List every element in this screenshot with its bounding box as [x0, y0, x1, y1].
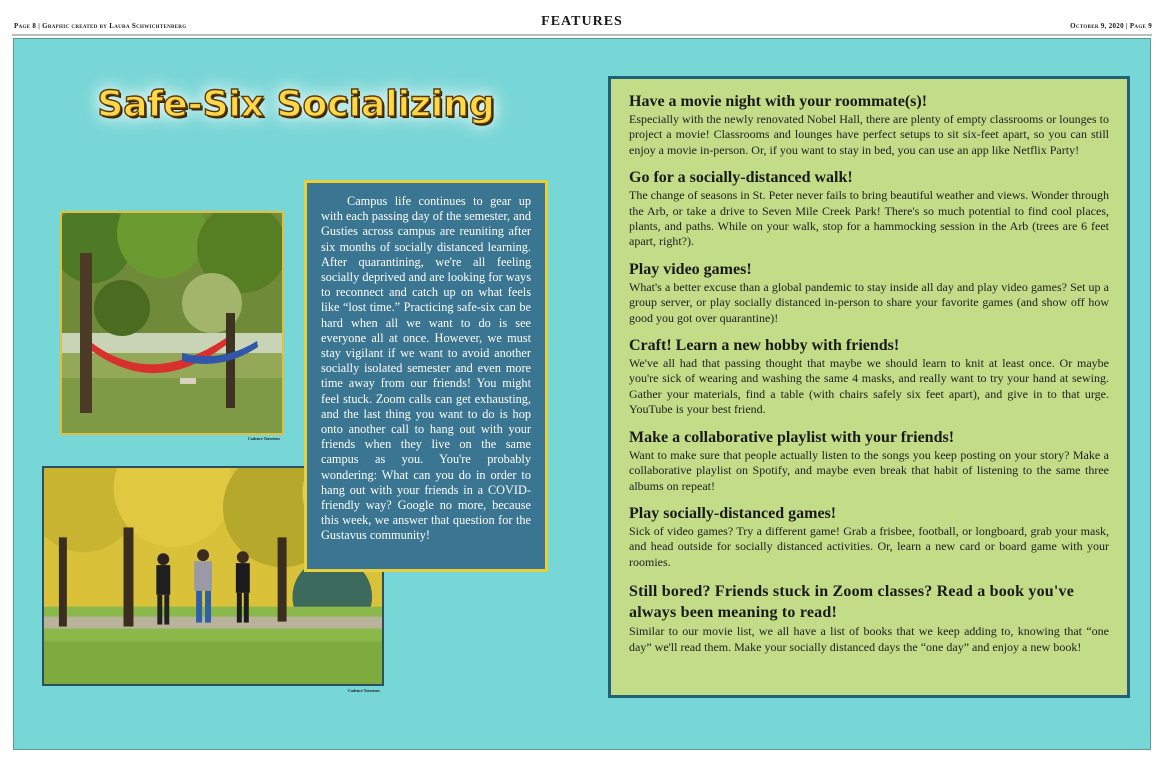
tip-body: Similar to our movie list, we all have a list of books that we keep adding to, knowing that “one day” we'll read them. Make your socially distanced days the “one day” and enjoy a new book! — [629, 624, 1109, 654]
tip-item — [629, 337, 1109, 418]
tip-heading: Have a movie night with your roommate(s)! — [629, 93, 928, 110]
tip-body: We've all had that passing thought that maybe we should learn to knit at least once. Or maybe you're sick of wearing and washing the same 4 masks, and really want to try your hand at sewing. Gather your materials, find a table (with chairs safely six feet apart), and give in to that urge. YouTube is your best friend. — [629, 356, 1109, 417]
tip-body: Especially with the newly renovated Nobel Hall, there are plenty of empty classrooms or lounges to project a movie! Classrooms and lounges have perfect setups to sit six-feet apart, so you can still enjoy a movie in-person. Or, if you want to stay in bed, you can use an app like Netflix Party! — [629, 112, 1109, 157]
page-header-left: Page 8 | Graphic created by Laura Schwichtenberg — [14, 22, 187, 30]
tip-item — [629, 429, 1109, 494]
tip-heading: Play video games! — [629, 260, 752, 278]
photo-credit: Cadence Torsetnes — [248, 436, 280, 441]
intro-text: Campus life continues to gear up with each passing day of the semester, and Gusties across campus are reuniting after six months of socially distanced learning. After quarantining, we're all feeling socially deprived and are looking for ways to reconnect and catch up on what feels like “lost time.” Practicing safe-six can be hard when all we want to do is see everyone all at once. However, we must stay vigilant if we want to avoid another socially isolated semester and even more time away from our friends! You might feel stuck. Zoom calls can get exhausting, and the last thing you want to do is hop onto another call to hang out with your friends when they live on the same campus as you. You're probably wondering: What can you do in order to hang out with your friends in a COVID-friendly way? Google no more, because this week, we answer that question for the Gustavus community! — [321, 194, 531, 543]
tip-body: The change of seasons in St. Peter never fails to bring beautiful weather and views. Wonder through the Arb, or take a drive to Seven Mile Creek Park! There's so much potential to find cool places, plants, and paths. While on your walk, stop for a hammocking session in the Arb (trees are 6 feet apart, right?). — [629, 188, 1110, 249]
tip-heading: Go for a socially-distanced walk! — [629, 169, 853, 187]
tip-heading: Craft! Learn a new hobby with friends! — [629, 337, 900, 355]
tip-item — [629, 581, 1109, 655]
tip-item — [629, 505, 1109, 570]
intro-box — [304, 180, 548, 572]
hammock-photo — [60, 211, 284, 435]
header-rule — [12, 34, 1152, 36]
tip-body: What's a better excuse than a global pandemic to stay inside all day and play video games? Set up a group server, or play socially distanced in-person to share your favorite games (and show off how good you got over quarantine)! — [629, 279, 1109, 325]
tip-body: Want to make sure that people actually listen to the songs you keep posting on your story? Make a collaborative playlist on Spotify, and maybe even break that habit of listening to the same three albums on repeat! — [629, 447, 1109, 493]
tip-item — [629, 93, 1109, 158]
tip-heading: Play socially-distanced games! — [629, 504, 837, 522]
tip-item — [629, 169, 1109, 250]
photo-credit: Cadence Torsetnes — [348, 688, 380, 693]
tip-body: Sick of video games? Try a different game! Grab a frisbee, football, or longboard, grab your mask, and head outside for socially distanced activities. Or, learn a new card or board game with your roomies. — [629, 523, 1109, 569]
hammock-photo-illustration — [62, 213, 282, 433]
page-header-right: October 9, 2020 | Page 9 — [1070, 22, 1152, 30]
section-title: FEATURES — [541, 14, 623, 29]
feature-title: Safe-Six Socializing — [97, 84, 495, 125]
tips-box — [608, 76, 1130, 698]
tip-item — [629, 261, 1109, 326]
tip-heading: Make a collaborative playlist with your friends! — [629, 428, 955, 446]
tip-heading: Still bored? Friends stuck in Zoom classes? Read a book you've always been meaning to read! — [629, 583, 1075, 622]
